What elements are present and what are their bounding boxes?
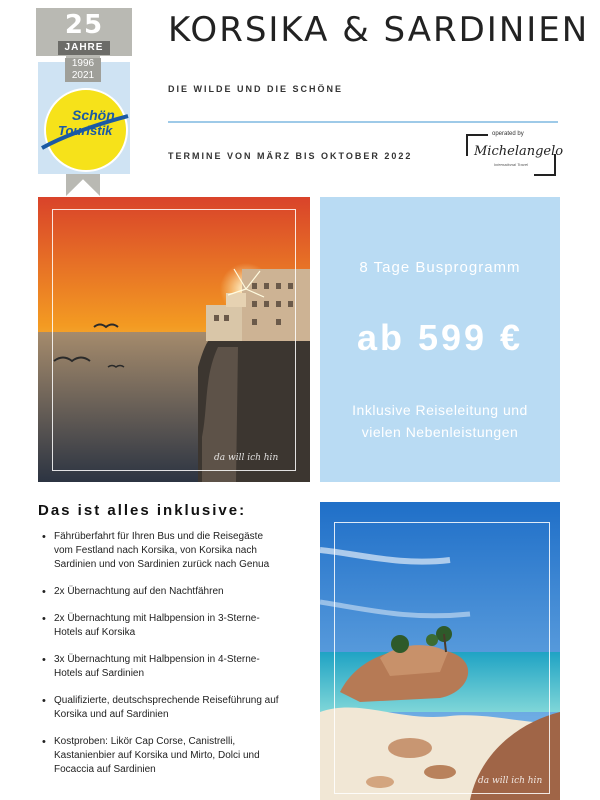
operator-frame-line bbox=[466, 134, 488, 136]
list-item: • 2x Übernachtung auf den Nachtfähren bbox=[42, 585, 282, 599]
badge-label: JAHRE bbox=[58, 41, 110, 55]
badge-number: 25 bbox=[64, 10, 104, 40]
photo-caption: da will ich hin bbox=[478, 776, 543, 786]
photo-frame bbox=[334, 522, 550, 794]
operator-name: Michelangelo bbox=[474, 144, 564, 159]
photo-bonifacio-sunset bbox=[38, 197, 310, 482]
page-title: KORSIKA & SARDINIEN bbox=[168, 10, 590, 50]
anniversary-badge bbox=[36, 8, 132, 188]
travel-dates: TERMINE VON MÄRZ BIS OKTOBER 2022 bbox=[168, 151, 413, 161]
operator-frame-line bbox=[466, 134, 468, 156]
price-box bbox=[320, 197, 560, 482]
list-item: • 3x Übernachtung mit Halbpension in 4-Sterne-Hotels auf Sardinien bbox=[42, 653, 282, 681]
logo-text-schoen: Schön bbox=[72, 107, 115, 123]
list-item: • Fährüberfahrt für Ihren Bus und die Reisegäste vom Festland nach Korsika, von Korsika nach Sardinien und von Sardinien zurück nach Genua bbox=[42, 530, 282, 572]
list-item: • Qualifizierte, deutschsprechende Reiseführung auf Korsika und auf Sardinien bbox=[42, 694, 282, 722]
price-label: ab 599 € bbox=[356, 317, 524, 358]
photo-caption: da will ich hin bbox=[214, 453, 279, 463]
page-subtitle: DIE WILDE UND DIE SCHÖNE bbox=[168, 84, 344, 94]
photo-sardinia-beach bbox=[320, 502, 560, 800]
badge-years bbox=[65, 58, 101, 82]
included-heading: Das ist alles inklusive: bbox=[38, 502, 247, 519]
included-list bbox=[42, 530, 282, 790]
photo-frame bbox=[52, 209, 296, 471]
operator-subtitle: International Travel bbox=[494, 162, 528, 167]
badge-year-end: 2021 bbox=[71, 70, 95, 81]
badge-year-start: 1996 bbox=[71, 58, 95, 69]
inclusive-label: Inklusive Reiseleitung und vielen Nebenleistungen bbox=[352, 402, 528, 440]
operated-by-label: operated by bbox=[492, 131, 524, 137]
list-item: • Kostproben: Likör Cap Corse, Canistrelli, Kastanienbier auf Korsika und Mirto, Dolci und Focaccia auf Sardinien bbox=[42, 735, 282, 777]
operator-logo bbox=[466, 131, 564, 176]
header-divider bbox=[168, 121, 558, 123]
operator-frame-line bbox=[534, 174, 556, 176]
logo-text-touristik: Touristik bbox=[58, 123, 113, 138]
program-label: 8 Tage Busprogramm bbox=[359, 259, 521, 276]
list-item: • 2x Übernachtung mit Halbpension in 3-Sterne-Hotels auf Korsika bbox=[42, 612, 282, 640]
